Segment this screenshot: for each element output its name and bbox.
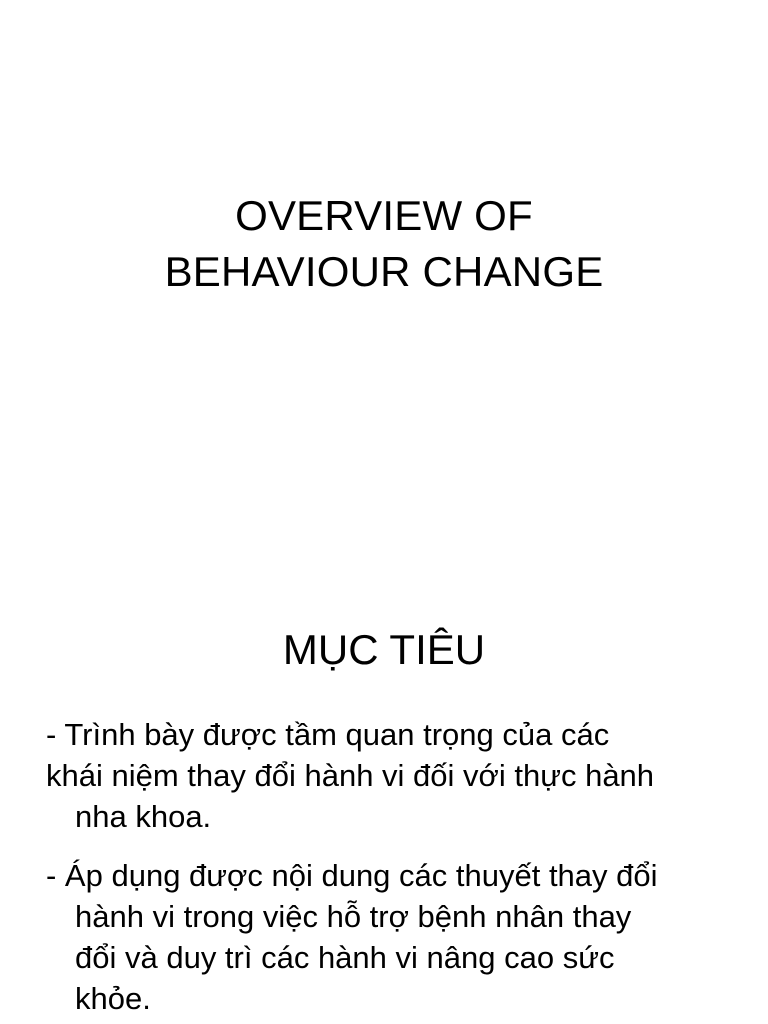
slide-objectives: [0, 512, 768, 1024]
objective-1-line-2: khái niệm thay đổi hành vi đối với thực hành: [46, 758, 655, 793]
objective-2-line-3: đổi và duy trì các hành vi nâng cao sức: [75, 940, 615, 975]
objective-2-line-2: hành vi trong việc hỗ trợ bệnh nhân thay: [75, 899, 632, 934]
objective-item-2: [46, 855, 746, 1019]
objectives-heading: MỤC TIÊU: [282, 626, 486, 673]
objective-1-line-3: nha khoa.: [75, 799, 212, 834]
slide-title-line-2: BEHAVIOUR CHANGE: [164, 248, 604, 295]
objective-item-1: [46, 714, 746, 837]
slide-title-line-1: OVERVIEW OF: [235, 192, 533, 239]
slide-title: [0, 188, 768, 300]
objective-1-line-1: - Trình bày được tầm quan trọng của các: [46, 717, 610, 752]
objective-2-line-4: khỏe.: [75, 981, 151, 1016]
objective-2-line-1: - Áp dụng được nội dung các thuyết thay đổi: [46, 858, 658, 893]
